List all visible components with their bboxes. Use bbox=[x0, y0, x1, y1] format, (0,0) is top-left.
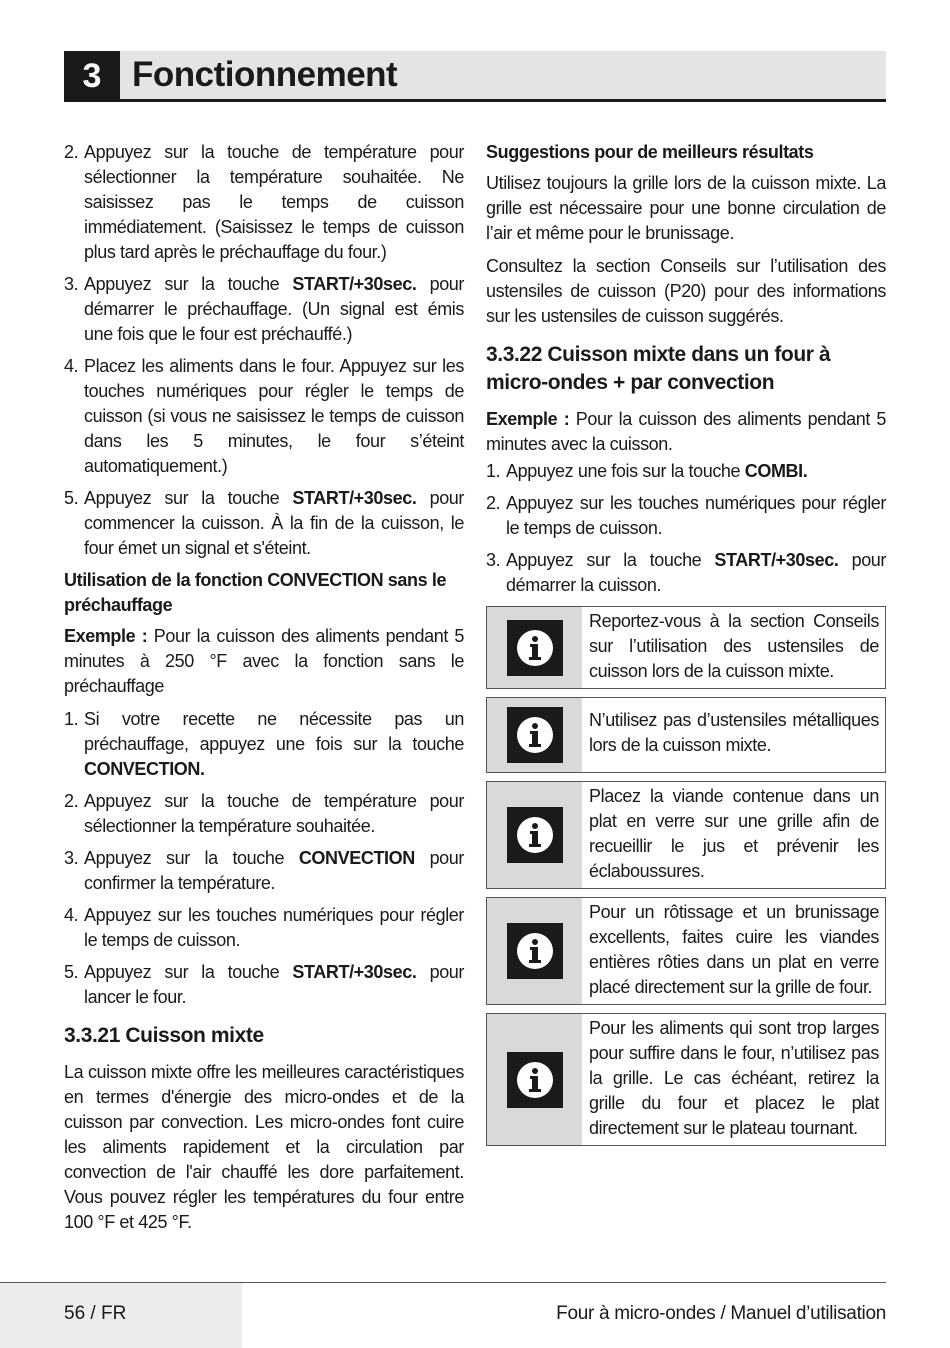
info-note bbox=[486, 697, 886, 773]
list-item: 2. Appuyez sur la touche de température pour sélectionner la température souhaitée. bbox=[64, 791, 464, 836]
section-paragraph: La cuisson mixte offre les meilleures caractéristiques en termes d'énergie des micro-ondes et de la cuisson par convection. Les micro-ondes font cuire les aliments rapidement et la circulation par convection de l'air chauffé les dore parfaitement. Vous pouvez régler les températures du four entre 100 °F et 425 °F. bbox=[64, 1062, 464, 1232]
info-icon bbox=[507, 620, 563, 676]
list-item: 1. Appuyez une fois sur la touche COMBI. bbox=[486, 461, 808, 481]
footer-page-box bbox=[0, 1283, 242, 1348]
info-note bbox=[486, 606, 886, 689]
info-icon bbox=[507, 1052, 563, 1108]
example-paragraph: Exemple : Pour la cuisson des aliments pendant 5 minutes à 250 °F avec la fonction sans le préchauffage bbox=[64, 626, 465, 696]
paragraph: Consultez la section Conseils sur l’utilisation des ustensiles de cuisson (P20) pour des informations sur les ustensiles de cuisson suggérés. bbox=[486, 256, 886, 326]
subheading-suggestions: Suggestions pour de meilleurs résultats bbox=[486, 142, 814, 162]
note-text: N’utilisez pas d’ustensiles métalliques lors de la cuisson mixte. bbox=[589, 710, 879, 755]
list-item: 5. Appuyez sur la touche START/+30sec. pour commencer la cuisson. À la fin de la cuisson, le four émet un signal et s'éteint. bbox=[64, 488, 465, 558]
list-item: 5. Appuyez sur la touche START/+30sec. pour lancer le four. bbox=[64, 962, 465, 1007]
note-text: Reportez-vous à la section Conseils sur l’utilisation des ustensiles de cuisson lors de la cuisson mixte. bbox=[589, 611, 879, 681]
list-item: 2. Appuyez sur les touches numériques pour régler le temps de cuisson. bbox=[486, 493, 886, 538]
info-icon bbox=[507, 923, 563, 979]
section-title-cuisson-mixte: 3.3.21 Cuisson mixte bbox=[64, 1024, 264, 1047]
subheading-convection: Utilisation de la fonction CONVECTION sans le préchauffage bbox=[64, 570, 447, 615]
chapter-title: Fonctionnement bbox=[132, 55, 398, 94]
list-item: 4. Appuyez sur les touches numériques pour régler le temps de cuisson. bbox=[64, 905, 464, 950]
note-text: Placez la viande contenue dans un plat en verre sur une grille afin de recueillir le jus et prévenir les éclaboussures. bbox=[589, 786, 879, 881]
info-note bbox=[486, 1013, 886, 1146]
info-note bbox=[486, 897, 886, 1005]
chapter-header bbox=[64, 51, 886, 102]
list-item: 2. Appuyez sur la touche de température pour sélectionner la température souhaitée. Ne saisissez pas le temps de cuisson immédiatement. (Saisissez le temps de cuisson plus tard après le préchauffage du four.) bbox=[64, 142, 464, 262]
note-text: Pour les aliments qui sont trop larges pour suffire dans le four, n’utilisez pas la grille. Le cas échéant, retirez la grille du four et placez le plat directement sur le plateau tournant. bbox=[589, 1018, 879, 1138]
left-column bbox=[64, 140, 464, 1243]
page-number: 56 / FR bbox=[64, 1303, 127, 1324]
list-item: 3. Appuyez sur la touche START/+30sec. pour démarrer la cuisson. bbox=[486, 550, 887, 595]
footer-doc-title: Four à micro-ondes / Manuel d’utilisation bbox=[556, 1303, 886, 1324]
paragraph: Utilisez toujours la grille lors de la cuisson mixte. La grille est nécessaire pour une bonne circulation de l’air et même pour le brunissage. bbox=[486, 173, 886, 243]
preheat-steps bbox=[64, 140, 464, 561]
section-title-mixte-convection: 3.3.22 Cuisson mixte dans un four à micro-ondes + par convection bbox=[486, 343, 831, 394]
convection-steps bbox=[64, 707, 464, 1010]
info-icon bbox=[507, 807, 563, 863]
list-item: 1. Si votre recette ne nécessite pas un préchauffage, appuyez une fois sur la touche CONVECTION. bbox=[64, 709, 464, 779]
info-note bbox=[486, 781, 886, 889]
list-item: 3. Appuyez sur la touche CONVECTION pour confirmer la température. bbox=[64, 848, 464, 893]
info-icon bbox=[507, 707, 563, 763]
example-paragraph: Exemple : Pour la cuisson des aliments pendant 5 minutes avec la cuisson. bbox=[486, 409, 887, 454]
list-item: 4. Placez les aliments dans le four. Appuyez sur les touches numériques pour régler le temps de cuisson (si vous ne saisissez le temps de cuisson dans les 5 minutes, le four s’éteint automatiquement.) bbox=[64, 356, 464, 476]
chapter-number: 3 bbox=[64, 51, 120, 102]
list-item: 3. Appuyez sur la touche START/+30sec. pour démarrer le préchauffage. (Un signal est émis une fois que le four est préchauffé.) bbox=[64, 274, 465, 344]
combi-steps bbox=[486, 459, 886, 598]
right-column bbox=[486, 140, 886, 1154]
note-text: Pour un rôtissage et un brunissage excellents, faites cuire les viandes entières rôties dans un plat en verre placé directement sur la grille de four. bbox=[589, 902, 879, 997]
